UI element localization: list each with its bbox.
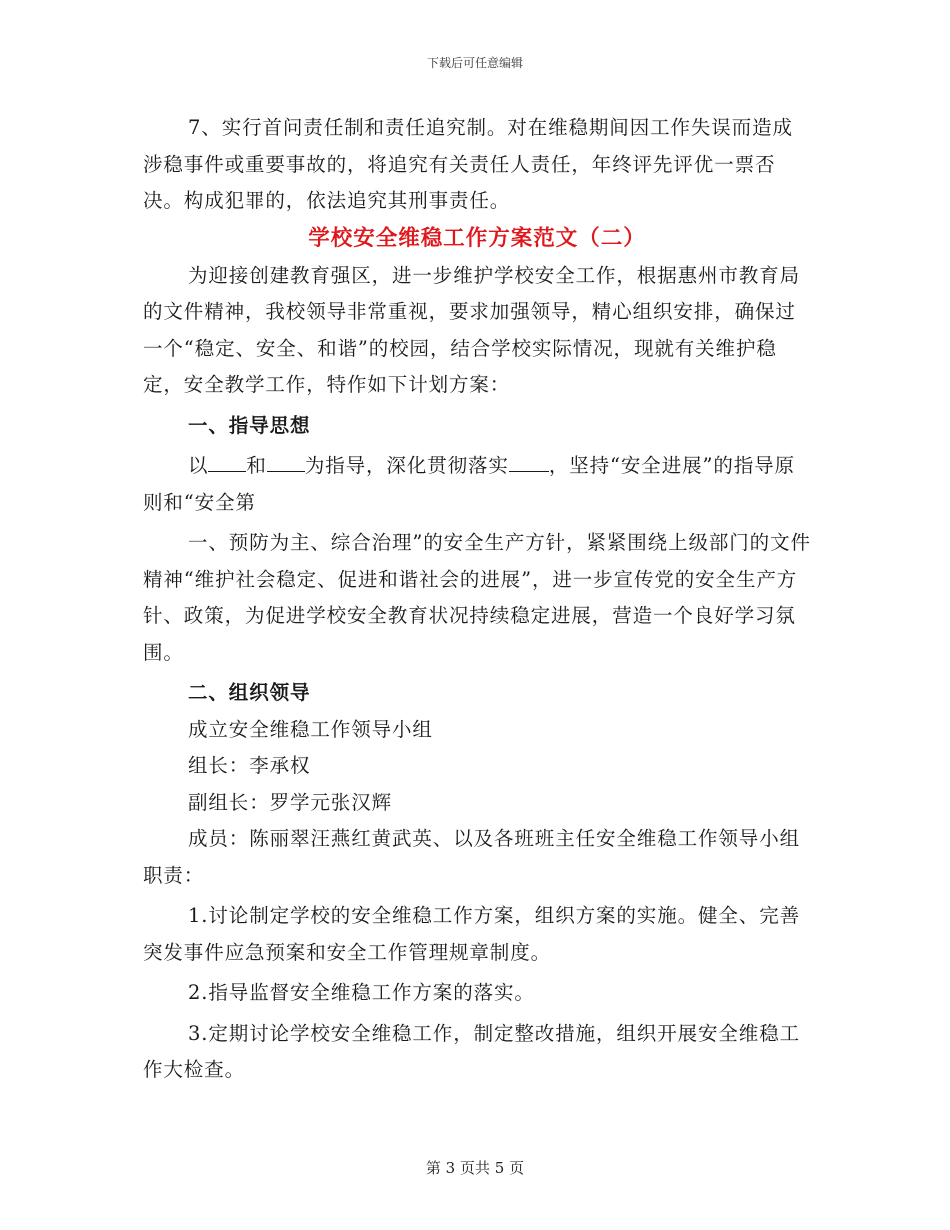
document-body <box>143 110 811 1089</box>
fill-blank-2 <box>267 453 305 472</box>
org-line-deputy: 副组长：罗学元张汉辉 <box>188 790 393 814</box>
paragraph-guiding <box>143 448 811 521</box>
paragraph-intro: 为迎接创建教育强区，进一步维护学校安全工作，根据惠州市教育局的文件精神，我校领导非常重视，要求加强领导，精心组织安排，确保过一个“稳定、安全、和谐”的校园，结合学校实际情况，现就有关维护稳定，安全教学工作，特作如下计划方案： <box>143 263 801 396</box>
guide-text-a: 以 <box>188 454 209 477</box>
section-title: 学校安全维稳工作方案范文（二） <box>308 225 646 251</box>
org-line-group: 成立安全维稳工作领导小组 <box>188 717 433 741</box>
duty-item-1: 1.讨论制定学校的安全维稳工作方案，组织方案的实施。健全、完善突发事件应急预案和安全工作管理规章制度。 <box>143 904 801 964</box>
guide-text-b: 和 <box>246 454 267 477</box>
heading-organization: 二、组织领导 <box>188 681 311 704</box>
fill-blank-3 <box>509 453 549 472</box>
paragraph-accountability: 7、实行首问责任制和责任追究制。对在维稳期间因工作失误而造成涉稳事件或重要事故的，将追究有关责任人责任，年终评先评优一票否决。构成犯罪的，依法追究其刑事责任。 <box>143 116 793 212</box>
fill-blank-1 <box>208 453 246 472</box>
guide-text-c: 为指导，深化贯彻落实 <box>304 454 509 477</box>
guide-text-d: ，坚持“安全进展”的指导原则和“安全第 <box>143 454 795 514</box>
duty-item-2: 2.指导监督安全维稳工作方案的落实。 <box>188 981 535 1004</box>
heading-guiding-ideology: 一、指导思想 <box>188 413 311 437</box>
org-line-members: 成员：陈丽翠汪燕红黄武英、以及各班班主任安全维稳工作领导小组职责： <box>143 827 801 887</box>
org-line-leader: 组长：李承权 <box>188 754 311 777</box>
paragraph-guiding-continued: 一、预防为主、综合治理”的安全生产方针，紧紧围绕上级部门的文件精神“维护社会稳定、促进和谐社会的进展”，进一步宣传党的安全生产方针、政策，为促进学校安全教育状况持续稳定进展，营造一个良好学习氛围。 <box>143 531 811 664</box>
duty-item-3: 3.定期讨论学校安全维稳工作，制定整改措施，组织开展安全维稳工作大检查。 <box>143 1021 801 1081</box>
page-number: 第 3 页共 5 页 <box>425 1159 525 1177</box>
header-note: 下载后可任意编辑 <box>426 56 523 70</box>
